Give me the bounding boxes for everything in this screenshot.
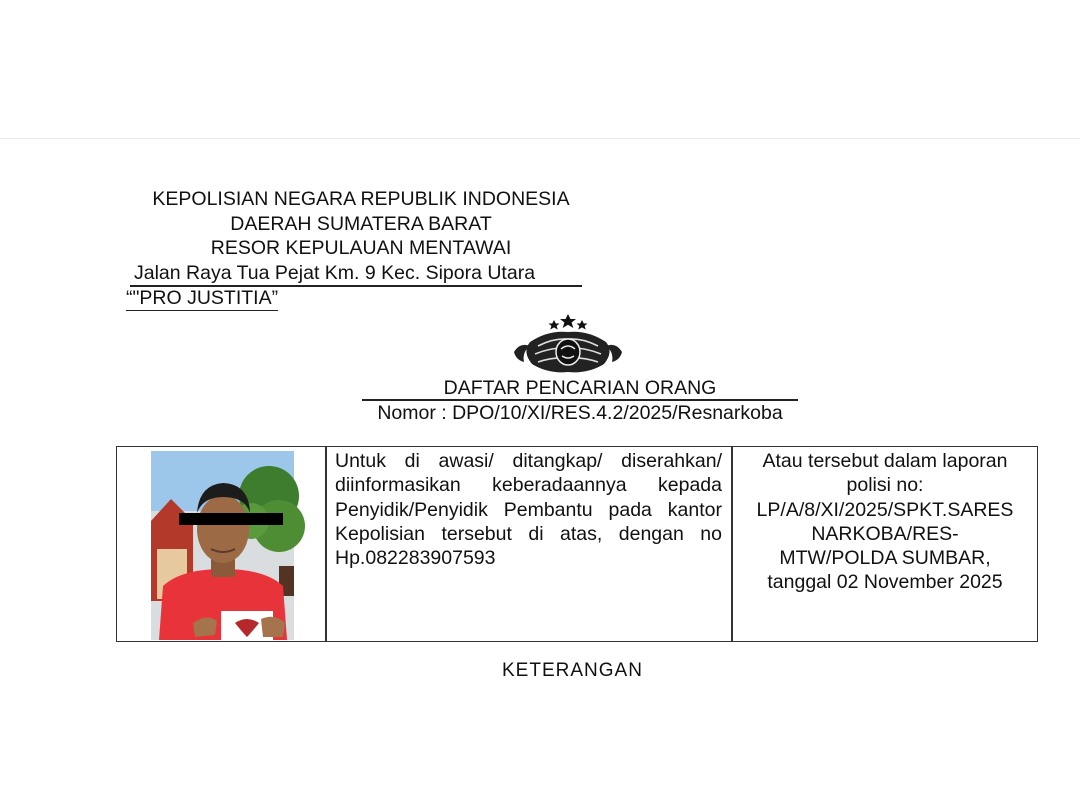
- instruction-cell: [335, 449, 722, 570]
- table-divider-2: [731, 447, 733, 641]
- letterhead-line-3: RESOR KEPULAUAN MENTAWAI: [210, 237, 512, 259]
- letterhead: [126, 187, 596, 261]
- table-divider-1: [325, 447, 327, 641]
- report-line-2: polisi no:: [846, 474, 924, 497]
- letterhead-line-1: KEPOLISIAN NEGARA REPUBLIK INDONESIA: [152, 188, 570, 210]
- instruction-text: Untuk di awasi/ ditangkap/ diserahkan/ diinformasikan keberadaannya kepada Penyidik/Penyidik Pembantu pada kantor Kepolisian tersebut di atas, dengan no Hp.082283907593: [335, 450, 722, 570]
- report-line-3: LP/A/8/XI/2025/SPKT.SARES: [756, 498, 1014, 521]
- document-title: [350, 376, 810, 426]
- pro-justitia: [126, 286, 278, 310]
- page-divider: [0, 138, 1080, 139]
- pro-justitia-text: “"PRO JUSTITIA”: [126, 287, 279, 309]
- report-line-4: NARKOBA/RES-: [811, 522, 959, 545]
- letterhead-line-2: DAERAH SUMATERA BARAT: [230, 212, 492, 235]
- suspect-photo: [151, 451, 294, 640]
- letterhead-address: [126, 261, 582, 285]
- report-line-1: Atau tersebut dalam laporan: [762, 450, 1008, 472]
- next-section-heading-cutoff: [500, 655, 650, 681]
- title-heading: DAFTAR PENCARIAN ORANG: [443, 377, 717, 399]
- report-line-5: MTW/POLDA SUMBAR,: [779, 547, 991, 570]
- police-emblem-icon: [508, 312, 628, 378]
- report-cell: [736, 449, 1034, 595]
- report-line-6: tanggal 02 November 2025: [767, 571, 1003, 594]
- top-blank-area: [0, 0, 1080, 138]
- title-number: Nomor : DPO/10/XI/RES.4.2/2025/Resnarkoba: [377, 402, 783, 424]
- address-text: Jalan Raya Tua Pejat Km. 9 Kec. Sipora Utara: [134, 262, 536, 284]
- title-underline: [362, 399, 798, 401]
- next-section-heading: KETERANGAN: [502, 660, 643, 681]
